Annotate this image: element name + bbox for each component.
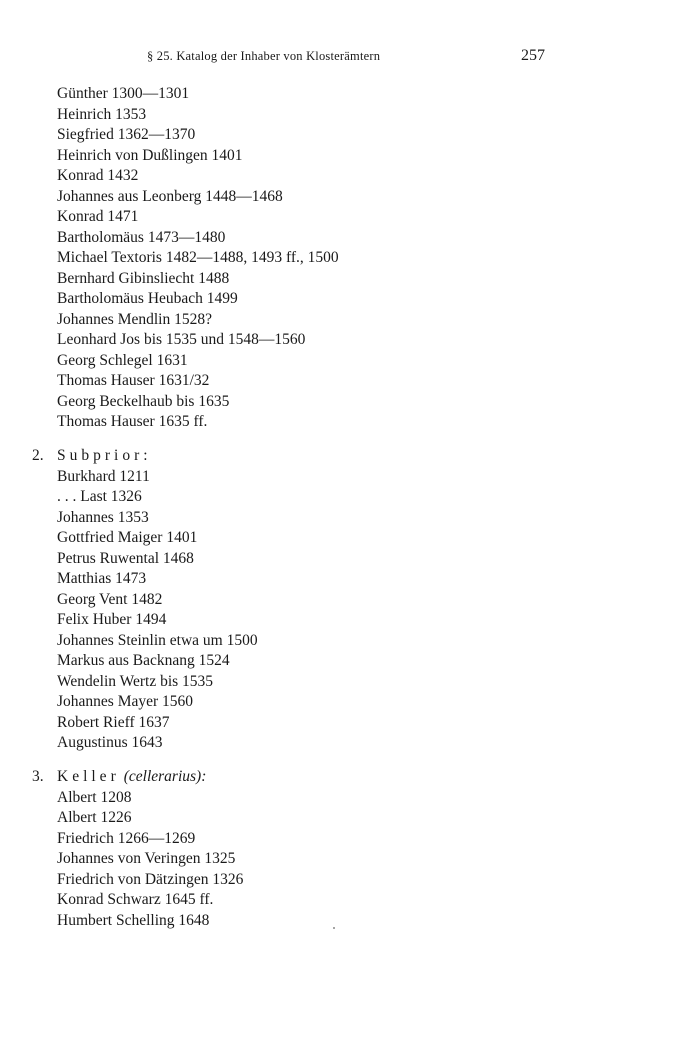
- list-item: Markus aus Backnang 1524: [57, 652, 230, 669]
- list-item: Bartholomäus 1473—1480: [57, 228, 226, 246]
- list-item: Konrad 1432: [57, 167, 139, 184]
- list-item: Johannes aus Leonberg 1448—1468: [57, 187, 283, 205]
- list-item: Augustinus 1643: [57, 734, 163, 751]
- list-item: Siegfried 1362—1370: [57, 126, 196, 143]
- list-item: Wendelin Wertz bis 1535: [57, 672, 214, 690]
- list-item: Matthias 1473: [57, 570, 147, 587]
- list-item: Gottfried Maiger 1401: [57, 529, 198, 546]
- running-title: § 25. Katalog der Inhaber von Klosterämtern: [147, 49, 381, 63]
- page-number: 257: [521, 47, 545, 64]
- list-item: Felix Huber 1494: [57, 611, 167, 628]
- list-item: Konrad 1471: [57, 208, 139, 225]
- section-heading-text: Keller: [57, 768, 120, 785]
- list-item: Friedrich von Dätzingen 1326: [57, 870, 244, 888]
- list-item: Georg Beckelhaub bis 1635: [57, 392, 230, 410]
- section-heading: [57, 767, 206, 787]
- section-heading-note: (cellerarius):: [123, 768, 207, 785]
- list-item: Thomas Hauser 1635 ff.: [57, 413, 208, 430]
- list-item: Robert Rieff 1637: [57, 713, 170, 731]
- list-item: Humbert Schelling 1648: [57, 911, 210, 929]
- list-item: Georg Vent 1482: [57, 590, 163, 608]
- list-item: Leonhard Jos bis 1535 und 1548—1560: [57, 331, 306, 348]
- list-item: Thomas Hauser 1631/32: [57, 372, 210, 389]
- section-number: 3.: [32, 768, 44, 785]
- section-number: 2.: [32, 447, 44, 464]
- list-item: Günther 1300—1301: [57, 85, 190, 102]
- section-heading-text: Subprior:: [57, 447, 152, 464]
- list-item: Johannes 1353: [57, 508, 149, 526]
- list-item: Johannes Mendlin 1528?: [57, 310, 212, 328]
- list-item: Bernhard Gibinsliecht 1488: [57, 269, 230, 287]
- list-item: Johannes von Veringen 1325: [57, 850, 236, 867]
- list-item: Johannes Steinlin etwa um 1500: [57, 631, 258, 649]
- list-item: Petrus Ruwental 1468: [57, 549, 194, 567]
- list-item: Albert 1226: [57, 809, 132, 826]
- running-head: [0, 47, 700, 69]
- section-heading: [57, 446, 152, 466]
- list-item: Michael Textoris 1482—1488, 1493 ff., 1500: [57, 249, 339, 266]
- list-item: Heinrich von Dußlingen 1401: [57, 146, 243, 164]
- list-item: Albert 1208: [57, 788, 132, 806]
- list-item: Friedrich 1266—1269: [57, 829, 196, 847]
- list-item: Konrad Schwarz 1645 ff.: [57, 891, 214, 908]
- list-item: . . . Last 1326: [57, 488, 142, 505]
- print-speck: [333, 927, 335, 929]
- list-item: Bartholomäus Heubach 1499: [57, 290, 238, 307]
- list-item: Johannes Mayer 1560: [57, 693, 194, 710]
- list-item: Georg Schlegel 1631: [57, 351, 188, 369]
- list-item: Burkhard 1211: [57, 467, 150, 485]
- list-item: Heinrich 1353: [57, 105, 147, 123]
